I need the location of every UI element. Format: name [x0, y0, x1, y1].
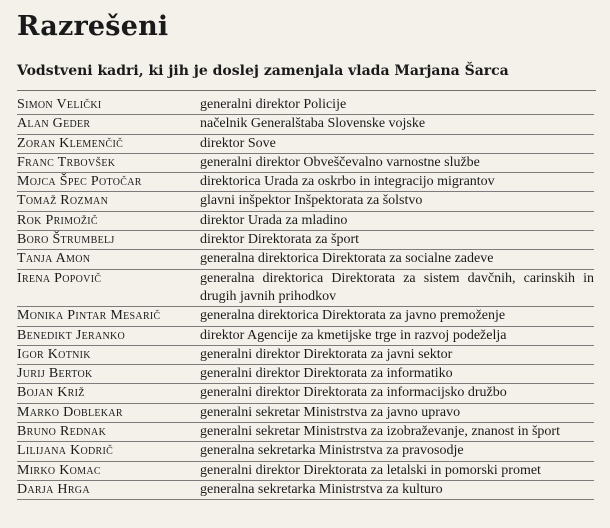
- page-subtitle: Vodstveni kadri, ki jih je doslej zamenjala vlada Marjana Šarca: [17, 63, 509, 79]
- official-name: Rok Primožič: [17, 211, 200, 230]
- official-name: Marko Doblekar: [17, 403, 200, 422]
- official-role: generalni sekretar Ministrstva za javno upravo: [200, 403, 594, 422]
- official-name: Simon Velički: [17, 96, 200, 115]
- table-row: [17, 153, 594, 172]
- table-row: [17, 442, 594, 461]
- official-role: generalni direktor Direktorata za javni sektor: [200, 345, 594, 364]
- table-row: [17, 423, 594, 442]
- official-role: načelnik Generalštaba Slovenske vojske: [200, 115, 594, 134]
- table-body: [17, 96, 594, 500]
- official-name: Bojan Križ: [17, 384, 200, 403]
- table-row: [17, 269, 594, 307]
- table-row: [17, 365, 594, 384]
- official-name: Tomaž Rozman: [17, 192, 200, 211]
- table-row: [17, 250, 594, 269]
- official-name: Boro Štrumbelj: [17, 231, 200, 250]
- official-role: direktor Urada za mladino: [200, 211, 594, 230]
- official-name: Tanja Amon: [17, 250, 200, 269]
- official-role: generalni direktor Obveščevalno varnostne službe: [200, 153, 594, 172]
- table-row: [17, 211, 594, 230]
- official-role: generalna direktorica Direktorata za socialne zadeve: [200, 250, 594, 269]
- table-row: [17, 345, 594, 364]
- table-row: [17, 115, 594, 134]
- official-name: Alan Geder: [17, 115, 200, 134]
- official-role: generalna direktorica Direktorata za javno premoženje: [200, 307, 594, 326]
- table-row: [17, 307, 594, 326]
- official-name: Zoran Klemenčič: [17, 134, 200, 153]
- official-role: generalna sekretarka Ministrstva za pravosodje: [200, 442, 594, 461]
- official-role: glavni inšpektor Inšpektorata za šolstvo: [200, 192, 594, 211]
- official-name: Bruno Rednak: [17, 423, 200, 442]
- official-role: generalni direktor Direktorata za informatiko: [200, 365, 594, 384]
- table-row: [17, 231, 594, 250]
- table-row: [17, 461, 594, 480]
- official-name: Mirko Komac: [17, 461, 200, 480]
- table-row: [17, 192, 594, 211]
- official-name: Benedikt Jeranko: [17, 326, 200, 345]
- official-role: direktor Agencije za kmetijske trge in razvoj podeželja: [200, 326, 594, 345]
- official-role: generalna direktorica Direktorata za sistem davčnih, carinskih in drugih javnih prihodkov: [200, 269, 594, 307]
- official-role: generalna sekretarka Ministrstva za kulturo: [200, 480, 594, 499]
- table-row: [17, 384, 594, 403]
- official-name: Darja Hrga: [17, 480, 200, 499]
- official-role: direktor Direktorata za šport: [200, 231, 594, 250]
- official-name: Jurij Bertok: [17, 365, 200, 384]
- table-row: [17, 96, 594, 115]
- official-name: Franc Trbovšek: [17, 153, 200, 172]
- official-role: generalni direktor Direktorata za letalski in pomorski promet: [200, 461, 594, 480]
- official-role: direktor Sove: [200, 134, 594, 153]
- page-title: Razrešeni: [17, 11, 169, 42]
- official-name: Mojca Špec Potočar: [17, 173, 200, 192]
- official-role: generalni sekretar Ministrstva za izobraževanje, znanost in šport: [200, 423, 594, 442]
- official-name: Monika Pintar Mesarič: [17, 307, 200, 326]
- table-row: [17, 326, 594, 345]
- table-row: [17, 403, 594, 422]
- official-role: direktorica Urada za oskrbo in integracijo migrantov: [200, 173, 594, 192]
- dismissed-officials-table: [17, 96, 594, 500]
- official-role: generalni direktor Policije: [200, 96, 594, 115]
- official-name: Igor Kotnik: [17, 345, 200, 364]
- table-row: [17, 480, 594, 499]
- table-row: [17, 134, 594, 153]
- table-row: [17, 173, 594, 192]
- official-name: Lilijana Kodrič: [17, 442, 200, 461]
- official-name: Irena Popovič: [17, 269, 200, 307]
- divider: [17, 90, 596, 91]
- official-role: generalni direktor Direktorata za informacijsko družbo: [200, 384, 594, 403]
